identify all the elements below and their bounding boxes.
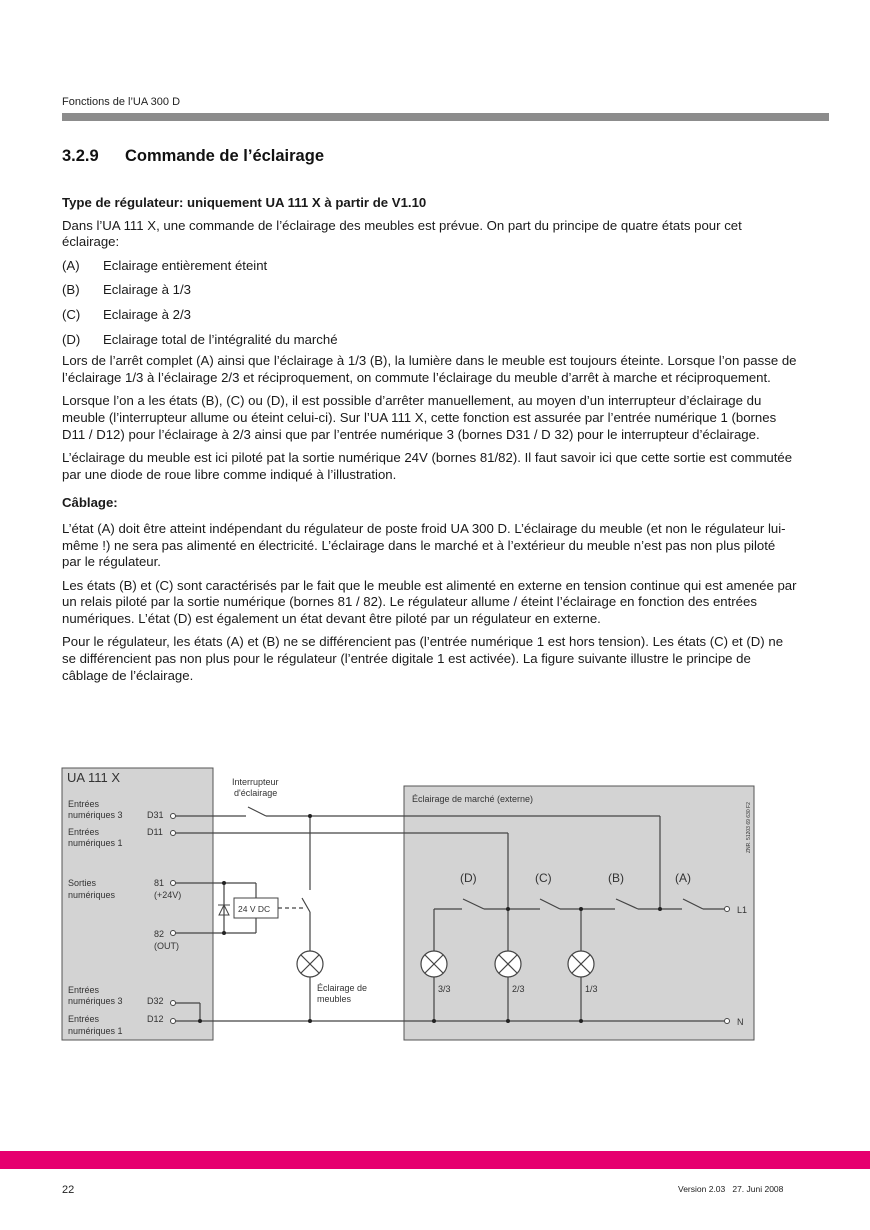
footer-accent-bar	[0, 1151, 870, 1169]
state-label: (B)	[62, 282, 80, 298]
lamp-icon	[568, 951, 594, 977]
terminal-d31-icon	[171, 814, 176, 819]
terminal-n-label: N	[737, 1017, 744, 1027]
paragraph-3: L’éclairage du meuble est ici piloté pat la sortie numérique 24V (bornes 81/82). Il faut savoir ici que cette sortie est commutée par une diode de roue libre comme indiqué à l’illustration.	[62, 450, 793, 482]
market-lighting-title: Éclairage de marché (externe)	[412, 794, 534, 804]
lamp-2-3-label: 2/3	[512, 984, 525, 994]
section-heading	[62, 147, 324, 166]
terminal-82-note: (OUT)	[154, 941, 179, 951]
subheading-wiring: Câblage:	[62, 495, 118, 511]
terminal-d11: D11	[147, 827, 163, 837]
inputs1-top-label-line2: numériques 1	[68, 838, 123, 848]
terminal-81-note: (+24V)	[154, 890, 182, 900]
paragraph-4: L’état (A) doit être atteint indépendant du régulateur de poste froid UA 300 D. L’éclairage du meuble (et non le régulateur lui-même !) ne sera pas alimenté en électricité. L’éclairage dans le marché et à l’extérieur du meuble n’est pas non plus piloté par le régulateur.	[62, 520, 786, 570]
terminal-d32: D32	[147, 996, 164, 1006]
version-info: Version 2.03 27. Juni 2008	[678, 1184, 784, 1194]
inputs1-bottom-label-line2: numériques 1	[68, 1026, 123, 1036]
running-header: Fonctions de l’UA 300 D	[62, 96, 181, 108]
outputs-label-line2: numériques	[68, 890, 116, 900]
terminal-81: 81	[154, 878, 165, 888]
terminal-d32-icon	[171, 1001, 176, 1006]
terminal-d31: D31	[147, 810, 164, 820]
market-lighting-box	[404, 786, 754, 1040]
lamp-3-3-label: 3/3	[438, 984, 451, 994]
inputs3-top-label-line1: Entrées	[68, 799, 100, 809]
body-content	[62, 195, 797, 691]
controller-title: UA 111 X	[67, 770, 120, 785]
furniture-lamp-label-line2: meubles	[317, 994, 352, 1004]
state-text: Eclairage entièrement éteint	[103, 257, 268, 273]
terminal-l1-label: L1	[737, 905, 748, 915]
terminal-82-icon	[171, 931, 176, 936]
terminal-d12-icon	[171, 1019, 176, 1024]
lamp-icon	[297, 951, 323, 977]
state-a-label: (A)	[675, 871, 691, 885]
relay-contact	[302, 898, 310, 912]
section-number: 3.2.9	[62, 147, 99, 165]
terminal-l1-icon	[725, 907, 730, 912]
inputs3-bottom-label-line2: numériques 3	[68, 996, 123, 1006]
paragraph-6: Pour le régulateur, les états (A) et (B) ne se différencient pas (l’entrée numérique 1 est hors tension). Les états (C) et (D) ne se différencient pas non plus pour le régulateur (l’entrée digitale 1 est activée). La figure suivante illustre le principe de câblage de l’éclairage.	[62, 634, 784, 683]
inputs3-bottom-label-line1: Entrées	[68, 985, 100, 995]
state-label: (D)	[62, 331, 81, 347]
terminal-d11-icon	[171, 831, 176, 836]
inputs3-top-label-line2: numériques 3	[68, 810, 123, 820]
state-text: Eclairage à 1/3	[103, 282, 191, 298]
state-c-label: (C)	[535, 871, 552, 885]
paragraph-5: Les états (B) et (C) sont caractérisés par le fait que le meuble est alimenté en externe en tension continue qui est amenée par un relais piloté par la sortie numérique (bornes 81 / 82). Le régulateur allume / éteint l’éclairage en fonction des entrées numériques. L’état (D) est également un état devant être piloté par un régulateur en externe.	[62, 577, 797, 626]
inputs1-top-label-line1: Entrées	[68, 827, 100, 837]
terminal-n-icon	[725, 1019, 730, 1024]
page-number: 22	[62, 1184, 75, 1196]
inputs1-bottom-label-line1: Entrées	[68, 1014, 100, 1024]
state-list-item	[62, 282, 797, 299]
paragraph-intro: Dans l’UA 111 X, une commande de l’éclairage des meubles est prévue. On part du principe de quatre états pour cet éclairage:	[62, 217, 742, 250]
switch-label-line1: Interrupteur	[232, 777, 279, 787]
lighting-switch	[248, 807, 266, 816]
state-label: (A)	[62, 257, 80, 273]
terminal-d12: D12	[147, 1014, 164, 1024]
subheading-controller-type: Type de régulateur: uniquement UA 111 X à partir de V1.10	[62, 195, 427, 210]
state-list-item	[62, 258, 797, 275]
lamp-1-3-label: 1/3	[585, 984, 598, 994]
state-b-label: (B)	[608, 871, 624, 885]
switch-label-line2: d'éclairage	[234, 788, 278, 798]
terminal-82: 82	[154, 929, 165, 939]
lamp-icon	[421, 951, 447, 977]
relay-label: 24 V DC	[238, 904, 271, 914]
outputs-label-line1: Sorties	[68, 878, 97, 888]
header-divider	[62, 113, 829, 121]
lamp-icon	[495, 951, 521, 977]
state-label: (C)	[62, 306, 81, 322]
state-list-item	[62, 332, 797, 349]
state-d-label: (D)	[460, 871, 477, 885]
paragraph-1: Lors de l’arrêt complet (A) ainsi que l’éclairage à 1/3 (B), la lumière dans le meuble est toujours éteinte. Lorsque l’on passe de l’éclairage 1/3 à l’éclairage 2/3 et réciproquement, on commute l’éclairage du meuble d’arrêt à marche et réciproquement.	[62, 353, 797, 385]
state-list-item	[62, 307, 797, 324]
section-title: Commande de l’éclairage	[125, 147, 324, 165]
furniture-lamp-label-line1: Éclairage de	[317, 983, 368, 993]
state-text: Eclairage à 2/3	[103, 306, 191, 322]
paragraph-2: Lorsque l’on a les états (B), (C) ou (D), il est possible d’arrêter manuellement, au moyen d’un interrupteur d’éclairage du meuble (l’interrupteur allume ou éteint celui-ci). Sur l’UA 111 X, cette fonction est assurée par l’entrée numérique 1 (bornes D11 / D12) pour l’éclairage à 2/3 ainsi que par l’entrée numérique 3 (bornes D31 / D 32) pour le interrupteur d’éclairage.	[62, 393, 777, 442]
state-text: Eclairage total de l’intégralité du marché	[103, 331, 338, 347]
drawing-reference: ZNR. 51203 69 630 F2	[746, 802, 752, 853]
wiring-diagram	[60, 765, 760, 1045]
terminal-81-icon	[171, 881, 176, 886]
